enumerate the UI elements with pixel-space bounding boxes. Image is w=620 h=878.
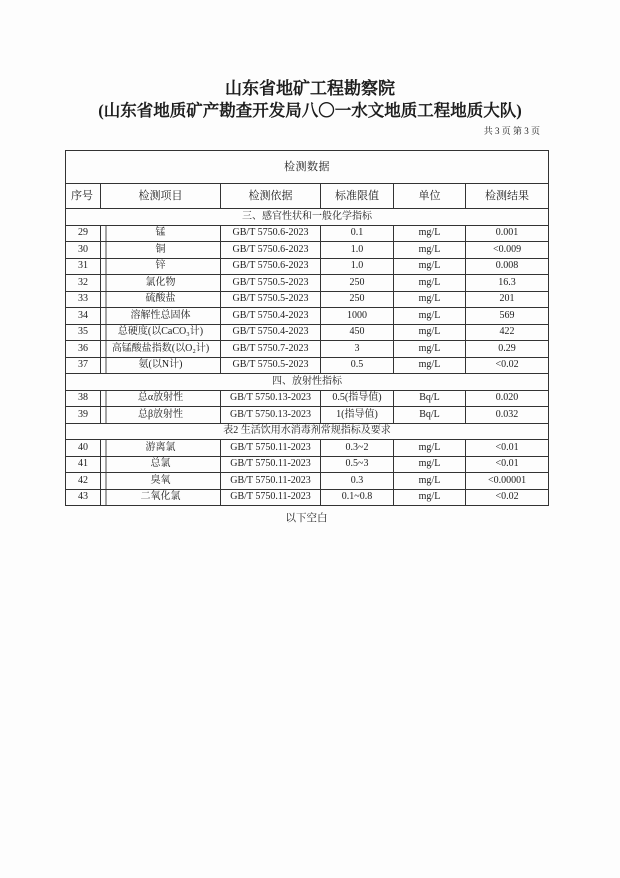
row-number: 32 bbox=[66, 275, 101, 292]
row-number: 42 bbox=[66, 473, 101, 490]
table-row bbox=[66, 341, 549, 358]
standard-limit: 0.5(指导值) bbox=[321, 390, 394, 407]
test-result: 569 bbox=[466, 308, 549, 325]
test-result: <0.02 bbox=[466, 489, 549, 506]
unit: mg/L bbox=[394, 225, 466, 242]
table-row bbox=[66, 489, 549, 506]
test-method: GB/T 5750.11-2023 bbox=[221, 489, 321, 506]
document-title: 山东省地矿工程勘察院 bbox=[225, 79, 395, 98]
column-header-number: 序号 bbox=[66, 184, 101, 209]
row-number: 40 bbox=[66, 440, 101, 457]
standard-limit: 1.0 bbox=[321, 242, 394, 259]
test-method: GB/T 5750.6-2023 bbox=[221, 242, 321, 259]
column-header-unit: 单位 bbox=[394, 184, 466, 209]
document-subtitle: (山东省地质矿产勘查开发局八〇一水文地质工程地质大队) bbox=[98, 101, 522, 120]
table-row bbox=[66, 357, 549, 374]
row-number: 29 bbox=[66, 225, 101, 242]
standard-limit: 250 bbox=[321, 291, 394, 308]
section-row bbox=[66, 209, 549, 226]
unit: mg/L bbox=[394, 440, 466, 457]
test-method: GB/T 5750.6-2023 bbox=[221, 225, 321, 242]
test-result: 0.001 bbox=[466, 225, 549, 242]
test-item: 总β放射性 bbox=[101, 407, 221, 424]
unit: Bq/L bbox=[394, 407, 466, 424]
table-row bbox=[66, 308, 549, 325]
test-item: 总α放射性 bbox=[101, 390, 221, 407]
test-result: 0.29 bbox=[466, 341, 549, 358]
test-method: GB/T 5750.5-2023 bbox=[221, 291, 321, 308]
unit: mg/L bbox=[394, 456, 466, 473]
row-number: 38 bbox=[66, 390, 101, 407]
test-method: GB/T 5750.5-2023 bbox=[221, 357, 321, 374]
test-result: <0.01 bbox=[466, 456, 549, 473]
section-title: 四、放射性指标 bbox=[66, 374, 549, 391]
unit: mg/L bbox=[394, 357, 466, 374]
test-item: 溶解性总固体 bbox=[101, 308, 221, 325]
unit: mg/L bbox=[394, 473, 466, 490]
column-header-result: 检测结果 bbox=[466, 184, 549, 209]
table-row bbox=[66, 258, 549, 275]
test-method: GB/T 5750.5-2023 bbox=[221, 275, 321, 292]
test-item: 臭氧 bbox=[101, 473, 221, 490]
test-item: 硫酸盐 bbox=[101, 291, 221, 308]
standard-limit: 0.3 bbox=[321, 473, 394, 490]
results-table bbox=[65, 150, 549, 506]
row-number: 33 bbox=[66, 291, 101, 308]
table-row bbox=[66, 291, 549, 308]
blank-below-note: 以下空白 bbox=[285, 513, 328, 524]
standard-limit: 0.1 bbox=[321, 225, 394, 242]
table-row bbox=[66, 275, 549, 292]
row-number: 34 bbox=[66, 308, 101, 325]
unit: mg/L bbox=[394, 489, 466, 506]
page-indicator: 共 3 页 第 3 页 bbox=[483, 126, 540, 136]
section-row bbox=[66, 423, 549, 440]
test-method: GB/T 5750.7-2023 bbox=[221, 341, 321, 358]
table-row bbox=[66, 456, 549, 473]
test-method: GB/T 5750.13-2023 bbox=[221, 407, 321, 424]
test-method: GB/T 5750.13-2023 bbox=[221, 390, 321, 407]
unit: mg/L bbox=[394, 242, 466, 259]
test-result: 201 bbox=[466, 291, 549, 308]
standard-limit: 3 bbox=[321, 341, 394, 358]
column-header-limit: 标准限值 bbox=[321, 184, 394, 209]
test-item: 氨(以N计) bbox=[101, 357, 221, 374]
test-item: 铜 bbox=[101, 242, 221, 259]
standard-limit: 0.1~0.8 bbox=[321, 489, 394, 506]
row-number: 41 bbox=[66, 456, 101, 473]
test-method: GB/T 5750.11-2023 bbox=[221, 473, 321, 490]
table-caption-row bbox=[66, 151, 549, 184]
section-row bbox=[66, 374, 549, 391]
section-title: 表2 生活饮用水消毒剂常规指标及要求 bbox=[66, 423, 549, 440]
test-result: <0.01 bbox=[466, 440, 549, 457]
test-method: GB/T 5750.4-2023 bbox=[221, 324, 321, 341]
standard-limit: 0.5~3 bbox=[321, 456, 394, 473]
test-method: GB/T 5750.11-2023 bbox=[221, 440, 321, 457]
row-number: 39 bbox=[66, 407, 101, 424]
results-body bbox=[66, 209, 549, 506]
standard-limit: 1(指导值) bbox=[321, 407, 394, 424]
table-row bbox=[66, 440, 549, 457]
test-item: 锰 bbox=[101, 225, 221, 242]
test-result: <0.02 bbox=[466, 357, 549, 374]
unit: mg/L bbox=[394, 275, 466, 292]
test-item: 总硬度(以CaCO₃计) bbox=[101, 324, 221, 341]
table-head bbox=[66, 151, 549, 209]
test-item: 总氯 bbox=[101, 456, 221, 473]
test-result: <0.009 bbox=[466, 242, 549, 259]
column-header-item: 检测项目 bbox=[101, 184, 221, 209]
table-row bbox=[66, 225, 549, 242]
test-method: GB/T 5750.6-2023 bbox=[221, 258, 321, 275]
column-header-row bbox=[66, 184, 549, 209]
table-caption: 检测数据 bbox=[66, 151, 549, 184]
test-result: 16.3 bbox=[466, 275, 549, 292]
row-number: 35 bbox=[66, 324, 101, 341]
row-number: 37 bbox=[66, 357, 101, 374]
table-row bbox=[66, 324, 549, 341]
standard-limit: 0.5 bbox=[321, 357, 394, 374]
row-number: 43 bbox=[66, 489, 101, 506]
unit: mg/L bbox=[394, 324, 466, 341]
row-number: 36 bbox=[66, 341, 101, 358]
test-item: 高锰酸盐指数(以O₂计) bbox=[101, 341, 221, 358]
test-item: 游离氯 bbox=[101, 440, 221, 457]
standard-limit: 0.3~2 bbox=[321, 440, 394, 457]
test-method: GB/T 5750.11-2023 bbox=[221, 456, 321, 473]
unit: mg/L bbox=[394, 291, 466, 308]
unit: Bq/L bbox=[394, 390, 466, 407]
test-result: 0.032 bbox=[466, 407, 549, 424]
table-row bbox=[66, 242, 549, 259]
table-row bbox=[66, 407, 549, 424]
test-result: <0.00001 bbox=[466, 473, 549, 490]
standard-limit: 450 bbox=[321, 324, 394, 341]
row-number: 31 bbox=[66, 258, 101, 275]
unit: mg/L bbox=[394, 308, 466, 325]
standard-limit: 250 bbox=[321, 275, 394, 292]
table-row bbox=[66, 473, 549, 490]
test-result: 0.020 bbox=[466, 390, 549, 407]
table-row bbox=[66, 390, 549, 407]
test-item: 二氧化氯 bbox=[101, 489, 221, 506]
unit: mg/L bbox=[394, 258, 466, 275]
section-title: 三、感官性状和一般化学指标 bbox=[66, 209, 549, 226]
unit: mg/L bbox=[394, 341, 466, 358]
row-number: 30 bbox=[66, 242, 101, 259]
standard-limit: 1.0 bbox=[321, 258, 394, 275]
test-item: 氯化物 bbox=[101, 275, 221, 292]
test-result: 422 bbox=[466, 324, 549, 341]
test-method: GB/T 5750.4-2023 bbox=[221, 308, 321, 325]
test-item: 锌 bbox=[101, 258, 221, 275]
standard-limit: 1000 bbox=[321, 308, 394, 325]
column-header-method: 检测依据 bbox=[221, 184, 321, 209]
test-result: 0.008 bbox=[466, 258, 549, 275]
